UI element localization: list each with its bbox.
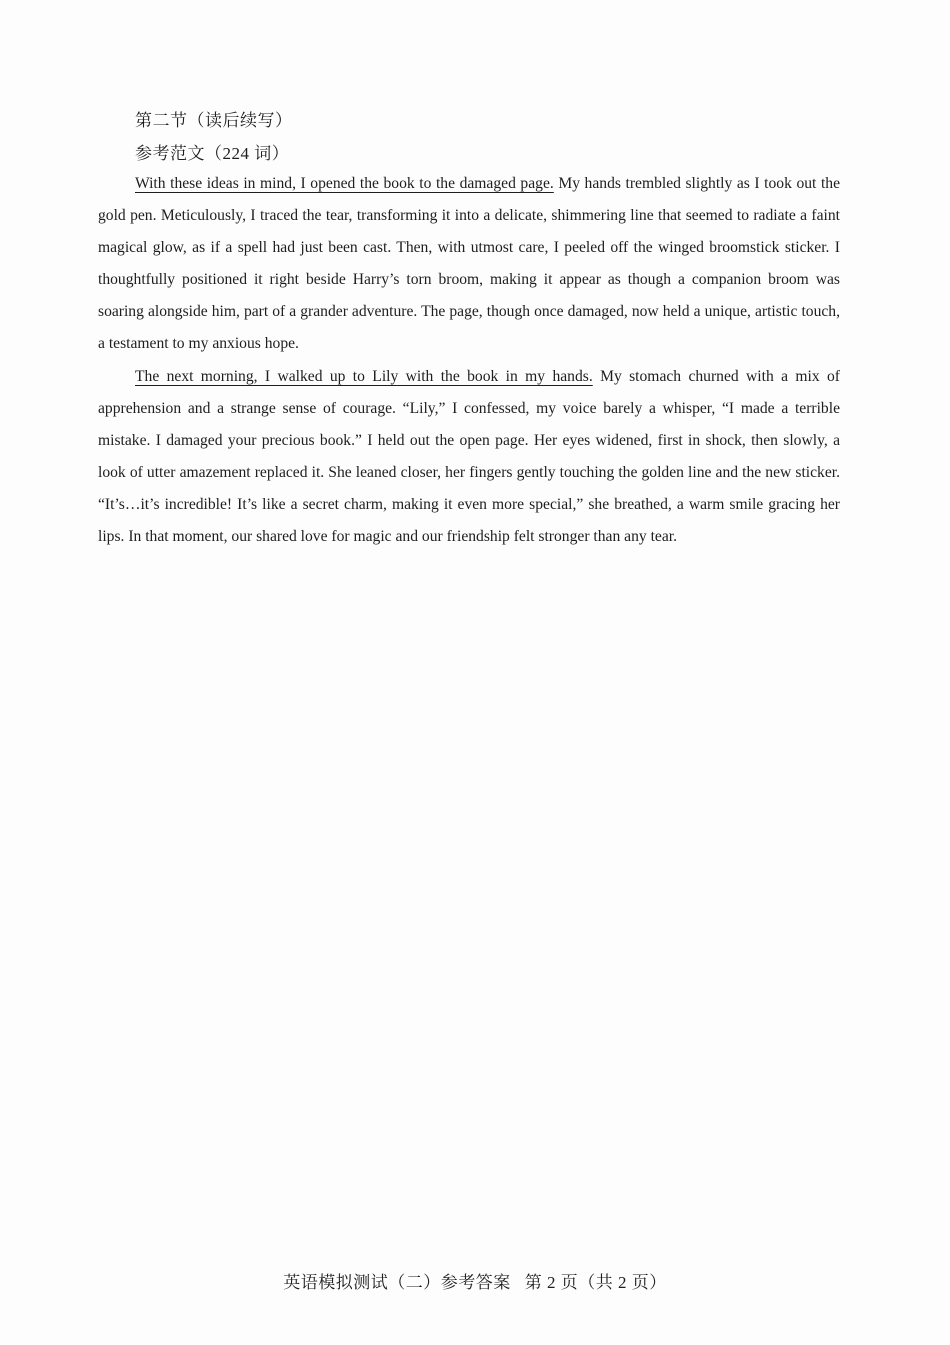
essay-body <box>98 168 840 553</box>
essay-paragraph-1 <box>98 168 840 361</box>
page-footer <box>0 1268 950 1293</box>
paragraph-1-body: My hands trembled slightly as I took out the gold pen. Meticulously, I traced the tear, transforming it into a delicate, shimmering line that seemed to radiate a faint magical glow, as if a spell had just been cast. Then, with utmost care, I peeled off the winged broomstick sticker. I thoughtfully positioned it right beside Harry’s torn broom, making it appear as though a companion broom was soaring alongside him, part of a grander adventure. The page, though once damaged, now held a unique, artistic touch, a testament to my anxious hope. <box>98 175 840 353</box>
paragraph-2-lead-sentence: The next morning, I walked up to Lily with the book in my hands. <box>135 367 593 385</box>
section-heading: 第二节（读后续写） <box>135 111 293 130</box>
essay-paragraph-2 <box>98 361 840 554</box>
footer-title: 英语模拟测试（二）参考答案 <box>283 1273 511 1292</box>
paragraph-2-body: My stomach churned with a mix of apprehension and a strange sense of courage. “Lily,” I confessed, my voice barely a whisper, “I made a terrible mistake. I damaged your precious book.” I held out the open page. Her eyes widened, first in shock, then slowly, a look of utter amazement replaced it. She leaned closer, her fingers gently touching the golden line and the new sticker. “It’s…it’s incredible! It’s like a secret charm, making it even more special,” she breathed, a warm smile gracing her lips. In that moment, our shared love for magic and our friendship felt stronger than any tear. <box>98 367 840 546</box>
sample-essay-heading: 参考范文（224 词） <box>135 144 290 163</box>
footer-page-number: 第 2 页（共 2 页） <box>524 1273 667 1292</box>
paragraph-1-lead-sentence: With these ideas in mind, I opened the book to the damaged page. <box>135 175 554 192</box>
